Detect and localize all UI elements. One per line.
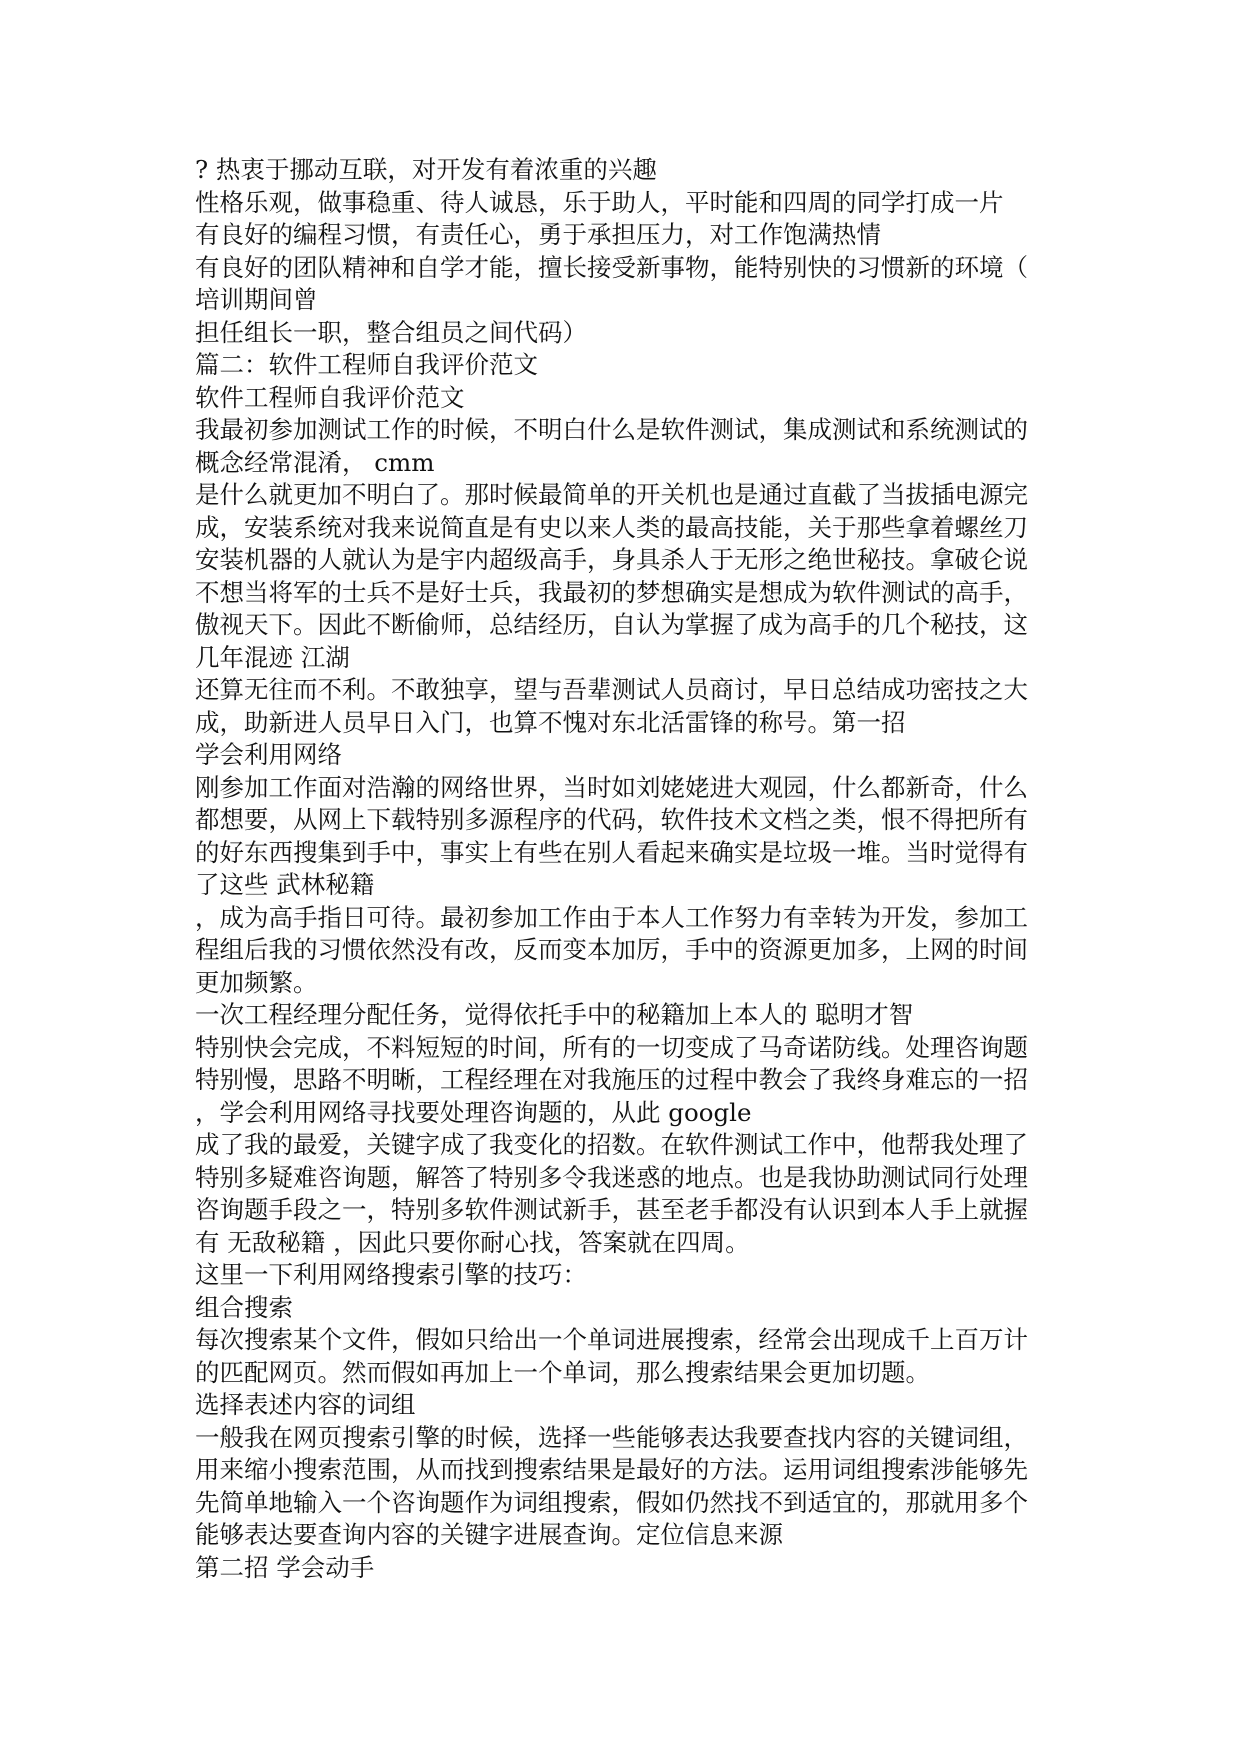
text-line: 了这些 武林秘籍	[195, 870, 375, 899]
subsection-heading: 学会利用网络	[195, 740, 342, 769]
text-line: 用来缩小搜索范围，从而找到搜索结果是最好的方法。运用词组搜索涉能够先	[195, 1455, 1028, 1484]
text-line: 性格乐观，做事稳重、待人诚恳，乐于助人，平时能和四周的同学打成一片	[195, 187, 1004, 217]
text-line: 特别慢，思路不明晰，工程经理在对我施压的过程中教会了我终身难忘的一招	[195, 1065, 1028, 1094]
text-line: 傲视天下。因此不断偷师，总结经历，自认为掌握了成为高手的几个秘技，这	[195, 610, 1028, 639]
text-line: ? 热衷于挪动互联，对开发有着浓重的兴趣	[195, 155, 657, 184]
text-line: 咨询题手段之一，特别多软件测试新手，甚至老手都没有认识到本人手上就握	[195, 1195, 1028, 1224]
text-line: 更加频繁。	[195, 967, 318, 997]
document-body	[195, 154, 1055, 1584]
text-line: 的好东西搜集到手中，事实上有些在别人看起来确实是垃圾一堆。当时觉得有	[195, 837, 1028, 867]
subsection-heading: 组合搜索	[195, 1292, 293, 1322]
text-line: 培训期间曾	[195, 285, 318, 314]
text-line: 每次搜索某个文件，假如只给出一个单词进展搜索，经常会出现成千上百万计	[195, 1325, 1028, 1354]
text-line: 不想当将军的士兵不是好士兵，我最初的梦想确实是想成为软件测试的高手，	[195, 577, 1028, 607]
text-line: 几年混迹 江湖	[195, 642, 350, 672]
section-heading: 篇二：软件工程师自我评价范文	[195, 350, 538, 379]
text-line: 担任组长一职，整合组员之间代码）	[195, 317, 587, 347]
text-line: 是什么就更加不明白了。那时候最简单的开关机也是通过直截了当拔插电源完	[195, 480, 1028, 509]
text-line: 有良好的团队精神和自学才能，擅长接受新事物，能特别快的习惯新的环境（	[195, 252, 1028, 282]
text-line: ，成为高手指日可待。最初参加工作由于本人工作努力有幸转为开发，参加工	[195, 902, 1028, 932]
subsection-heading: 选择表述内容的词组	[195, 1390, 416, 1419]
text-line: 有 无敌秘籍 ，因此只要你耐心找，答案就在四周。	[195, 1227, 750, 1257]
text-line: ，学会利用网络寻找要处理咨询题的，从此 google	[195, 1097, 752, 1127]
text-line: 概念经常混淆， cmm	[195, 447, 435, 477]
text-line: 先简单地输入一个咨询题作为词组搜索，假如仍然找不到适宜的，那就用多个	[195, 1487, 1028, 1517]
subsection-heading: 第二招 学会动手	[195, 1552, 375, 1582]
text-line: 刚参加工作面对浩瀚的网络世界，当时如刘姥姥进大观园，什么都新奇，什么	[195, 772, 1028, 802]
text-line: 我最初参加测试工作的时候，不明白什么是软件测试，集成测试和系统测试的	[195, 415, 1028, 444]
text-line: 这里一下利用网络搜索引擎的技巧：	[195, 1260, 587, 1289]
text-line: 都想要，从网上下载特别多源程序的代码，软件技术文档之类，恨不得把所有	[195, 805, 1028, 834]
text-line: 特别多疑难咨询题，解答了特别多令我迷惑的地点。也是我协助测试同行处理	[195, 1162, 1028, 1192]
article-title: 软件工程师自我评价范文	[195, 382, 465, 412]
text-line: 还算无往而不利。不敢独享，望与吾辈测试人员商讨，早日总结成功密技之大	[195, 675, 1028, 704]
text-line: 一般我在网页搜索引擎的时候，选择一些能够表达我要查找内容的关键词组，	[195, 1422, 1028, 1452]
text-line: 的匹配网页。然而假如再加上一个单词，那么搜索结果会更加切题。	[195, 1357, 930, 1387]
text-line: 特别快会完成，不料短短的时间，所有的一切变成了马奇诺防线。处理咨询题	[195, 1032, 1028, 1062]
text-line: 程组后我的习惯依然没有改，反而变本加厉，手中的资源更加多，上网的时间	[195, 935, 1028, 964]
text-line: 成，助新进人员早日入门，也算不愧对东北活雷锋的称号。第一招	[195, 707, 906, 737]
text-line: 有良好的编程习惯，有责任心，勇于承担压力，对工作饱满热情	[195, 220, 881, 249]
text-line: 能够表达要查询内容的关键字进展查询。定位信息来源	[195, 1520, 783, 1549]
text-line: 成，安装系统对我来说简直是有史以来人类的最高技能，关于那些拿着螺丝刀	[195, 512, 1028, 542]
text-line: 安装机器的人就认为是宇内超级高手，身具杀人于无形之绝世秘技。拿破仑说	[195, 545, 1028, 574]
text-line: 一次工程经理分配任务，觉得依托手中的秘籍加上本人的 聪明才智	[195, 1000, 914, 1029]
text-line: 成了我的最爱，关键字成了我变化的招数。在软件测试工作中，他帮我处理了	[195, 1130, 1028, 1159]
